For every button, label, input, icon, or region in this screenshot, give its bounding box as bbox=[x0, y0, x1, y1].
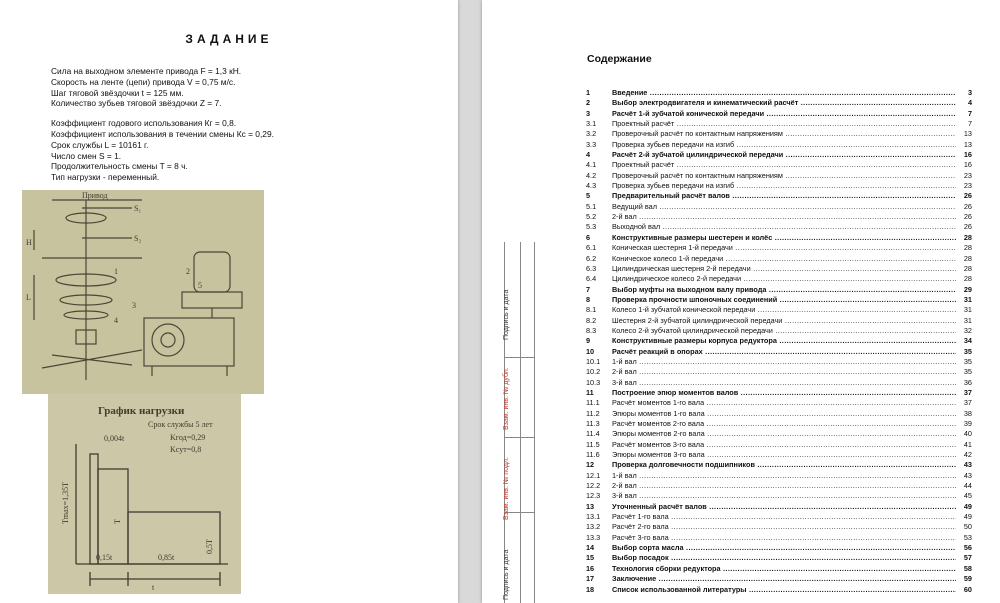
toc-number: 6.2 bbox=[586, 253, 597, 263]
toc-row bbox=[586, 98, 972, 108]
toc-page-number: 60 bbox=[963, 584, 972, 594]
toc-entry-text: Шестерня 2-й зубчатой цилиндрической передачи ..... bbox=[612, 316, 956, 326]
toc-row bbox=[586, 409, 972, 419]
toc-page-number: 26 bbox=[963, 201, 972, 211]
toc-number: 12 bbox=[586, 460, 595, 470]
toc-number: 12.1 bbox=[586, 470, 601, 480]
scheme-label-drive: Привод bbox=[82, 191, 108, 200]
toc-entry-text: 1-й вал ..... bbox=[612, 471, 956, 481]
toc-entry-text: 2-й вал ..... bbox=[612, 367, 956, 377]
toc-number: 4.3 bbox=[586, 181, 597, 191]
toc-row bbox=[586, 212, 972, 222]
scheme-label-s2: S₂ bbox=[134, 234, 142, 243]
toc-number: 18 bbox=[586, 584, 595, 594]
toc-number: 4.2 bbox=[586, 170, 597, 180]
scheme-label-2: 2 bbox=[186, 267, 190, 276]
toc-number: 17 bbox=[586, 574, 595, 584]
toc-row bbox=[586, 553, 972, 563]
toc-number: 7 bbox=[586, 284, 591, 294]
toc-page-number: 7 bbox=[967, 108, 972, 118]
toc-page-number: 53 bbox=[963, 532, 972, 542]
toc-number: 1 bbox=[586, 88, 591, 97]
toc-number: 3.3 bbox=[586, 139, 597, 149]
toc-entry-text: Проектный расчёт ..... bbox=[612, 119, 956, 129]
task-line: Срок службы L = 10161 г. bbox=[51, 139, 149, 150]
side-stamp-label: Взам. инв. № дубл. bbox=[503, 367, 510, 430]
toc-number: 11.5 bbox=[586, 439, 600, 449]
toc-number: 8.2 bbox=[586, 315, 597, 325]
toc-row bbox=[586, 88, 972, 98]
toc-page-number: 41 bbox=[963, 439, 972, 449]
toc-entry-text: Заключение ..... bbox=[612, 574, 956, 584]
toc-entry-text: Выбор сорта масла ..... bbox=[612, 543, 956, 553]
toc-row bbox=[586, 429, 972, 439]
toc-page-number: 13 bbox=[963, 139, 972, 149]
toc-entry-text: Коническая шестерня 1-й передачи ..... bbox=[612, 243, 956, 253]
toc-row bbox=[586, 274, 972, 284]
toc-number: 11.3 bbox=[586, 419, 600, 428]
toc-entry-text: Коническое колесо 1-й передачи ..... bbox=[612, 254, 956, 264]
side-stamp-label: Взам. инв. № подл. bbox=[503, 457, 510, 520]
toc-entry-text: Эпюры моментов 3-го вала ..... bbox=[612, 450, 956, 460]
toc-page-number: 37 bbox=[963, 387, 972, 397]
toc-row bbox=[586, 564, 972, 574]
toc-row bbox=[586, 481, 972, 491]
toc-entry-text: Конструктивные размеры корпуса редуктора ..... bbox=[612, 336, 956, 346]
toc-entry-text: Уточненный расчёт валов ..... bbox=[612, 502, 956, 512]
graph-t-max: Tmax=1,35T bbox=[61, 481, 70, 524]
toc-row bbox=[586, 460, 972, 470]
side-stamp-column bbox=[519, 242, 535, 603]
toc-number: 13.2 bbox=[586, 522, 601, 532]
toc-page-number: 59 bbox=[963, 574, 972, 584]
toc-row bbox=[586, 254, 972, 264]
toc-page-number: 44 bbox=[963, 481, 972, 491]
toc-page-number: 40 bbox=[963, 429, 972, 439]
toc-page-number: 7 bbox=[967, 119, 972, 129]
task-line: Число смен S = 1. bbox=[51, 150, 122, 161]
toc-entry-text: Проверка прочности шпоночных соединений ..... bbox=[612, 295, 956, 305]
toc-row bbox=[586, 181, 972, 191]
toc-number: 11 bbox=[586, 387, 594, 397]
graph-x2: 0,85t bbox=[158, 553, 175, 562]
toc-entry-text: Введение ..... bbox=[612, 88, 956, 98]
toc-row bbox=[586, 191, 972, 201]
toc-entry-text: Конструктивные размеры шестерен и колёс ..... bbox=[612, 233, 956, 243]
toc-entry-text: Цилиндрическое колесо 2-й передачи ..... bbox=[612, 274, 956, 284]
toc-row bbox=[586, 512, 972, 522]
toc-entry-text: Проверочный расчёт по контактным напряжениям ..... bbox=[612, 129, 956, 139]
toc-page-number: 56 bbox=[963, 543, 972, 553]
toc-page-number: 29 bbox=[963, 284, 972, 294]
task-line: Коэффициент годового использования Кг = 0,8. bbox=[51, 118, 237, 129]
toc-page-number: 36 bbox=[963, 377, 972, 387]
scheme-label-4: 4 bbox=[114, 316, 118, 325]
toc-row bbox=[586, 160, 972, 170]
toc-page-number: 26 bbox=[963, 212, 972, 222]
toc-entry-text: Расчёт 3-го вала ..... bbox=[612, 533, 956, 543]
toc-page-number: 28 bbox=[963, 274, 972, 284]
toc-entry-text: Расчёт 1-го вала ..... bbox=[612, 512, 956, 522]
toc-page-number: 35 bbox=[963, 346, 972, 356]
toc-number: 11.6 bbox=[586, 450, 600, 460]
toc-row bbox=[586, 378, 972, 388]
toc-row bbox=[586, 471, 972, 481]
toc-row bbox=[586, 150, 972, 160]
toc-row bbox=[586, 574, 972, 584]
toc-row bbox=[586, 491, 972, 501]
toc-entry-text: Выбор посадок ..... bbox=[612, 553, 956, 563]
task-parameters bbox=[51, 66, 274, 183]
toc-row bbox=[586, 585, 972, 595]
table-of-contents bbox=[586, 88, 972, 595]
side-stamp-label: Подпись и дата bbox=[503, 549, 510, 600]
toc-number: 8.1 bbox=[586, 305, 597, 315]
toc-entry-text: Эпюры моментов 1-го вала ..... bbox=[612, 409, 956, 419]
scheme-label-l: L bbox=[26, 293, 31, 302]
side-stamp-label: Подпись и дата bbox=[503, 289, 510, 340]
task-line: Скорость на ленте (цепи) привода V = 0,75 м/с. bbox=[51, 76, 236, 87]
toc-row bbox=[586, 316, 972, 326]
toc-page-number: 3 bbox=[967, 88, 972, 97]
toc-entry-text: Эпюры моментов 2-го вала ..... bbox=[612, 429, 956, 439]
scheme-label-1: 1 bbox=[114, 267, 118, 276]
toc-entry-text: Предварительный расчёт валов ..... bbox=[612, 191, 956, 201]
toc-page-number: 50 bbox=[963, 522, 972, 532]
toc-row bbox=[586, 347, 972, 357]
toc-page-number: 35 bbox=[963, 356, 972, 366]
toc-number: 10.1 bbox=[586, 356, 601, 366]
task-line: Шаг тяговой звёздочки t = 125 мм. bbox=[51, 87, 184, 98]
toc-row bbox=[586, 398, 972, 408]
toc-row bbox=[586, 109, 972, 119]
toc-entry-text: Технология сборки редуктора ..... bbox=[612, 564, 956, 574]
graph-title: График нагрузки bbox=[98, 405, 185, 417]
toc-row bbox=[586, 222, 972, 232]
toc-number: 6.3 bbox=[586, 263, 597, 273]
toc-entry-text: 1-й вал ..... bbox=[612, 357, 956, 367]
scheme-label-s1: S₁ bbox=[134, 204, 142, 213]
toc-row bbox=[586, 357, 972, 367]
toc-entry-text: Цилиндрическая шестерня 2-й передачи ..... bbox=[612, 264, 956, 274]
toc-row bbox=[586, 388, 972, 398]
toc-number: 14 bbox=[586, 543, 595, 553]
toc-page-number: 13 bbox=[963, 129, 972, 139]
toc-page-number: 49 bbox=[963, 512, 972, 522]
contents-page bbox=[482, 0, 1000, 603]
toc-entry-text: Расчёт моментов 2-го вала ..... bbox=[612, 419, 956, 429]
scheme-label-h: H bbox=[26, 238, 32, 247]
toc-page-number: 34 bbox=[963, 336, 972, 346]
toc-page-number: 16 bbox=[963, 150, 972, 160]
toc-row bbox=[586, 243, 972, 253]
toc-number: 10 bbox=[586, 346, 595, 356]
toc-row bbox=[586, 336, 972, 346]
task-line: Количество зубьев тяговой звёздочки Z = 7. bbox=[51, 98, 222, 109]
toc-entry-text: Колесо 2-й зубчатой цилиндрической передачи ..... bbox=[612, 326, 956, 336]
toc-entry-text: Выходной вал ..... bbox=[612, 222, 956, 232]
toc-number: 10.2 bbox=[586, 367, 601, 377]
toc-number: 13.1 bbox=[586, 512, 601, 522]
toc-number: 15 bbox=[586, 553, 595, 563]
toc-row bbox=[586, 119, 972, 129]
task-title: ЗАДАНИЕ bbox=[185, 32, 273, 46]
load-graph-image bbox=[48, 394, 241, 594]
toc-entry-text: Расчёт 1-й зубчатой конической передачи ..... bbox=[612, 109, 956, 119]
toc-row bbox=[586, 129, 972, 139]
toc-page-number: 35 bbox=[963, 367, 972, 377]
toc-entry-text: Расчёт моментов 1-го вала ..... bbox=[612, 398, 956, 408]
toc-page-number: 57 bbox=[963, 553, 972, 563]
toc-page-number: 39 bbox=[963, 419, 972, 428]
toc-entry-text: Проверка зубьев передачи на изгиб ..... bbox=[612, 181, 956, 191]
toc-entry-text: 2-й вал ..... bbox=[612, 212, 956, 222]
toc-entry-text: Выбор муфты на выходном валу привода ..... bbox=[612, 285, 956, 295]
toc-page-number: 58 bbox=[963, 563, 972, 573]
toc-number: 4.1 bbox=[586, 160, 597, 170]
task-line: Коэффициент использования в течении смены Кс = 0,29. bbox=[51, 128, 274, 139]
toc-page-number: 23 bbox=[963, 170, 972, 180]
toc-row bbox=[586, 367, 972, 377]
toc-entry-text: Ведущий вал ..... bbox=[612, 202, 956, 212]
toc-entry-text: Проверка долговечности подшипников ..... bbox=[612, 460, 956, 470]
toc-entry-text: Проверка зубьев передачи на изгиб ..... bbox=[612, 140, 956, 150]
toc-entry-text: 2-й вал ..... bbox=[612, 481, 956, 491]
task-line: Продолжительность смены T = 8 ч. bbox=[51, 161, 188, 172]
toc-page-number: 23 bbox=[963, 181, 972, 191]
toc-page-number: 28 bbox=[963, 253, 972, 263]
toc-number: 4 bbox=[586, 150, 591, 160]
toc-entry-text: Проектный расчёт ..... bbox=[612, 160, 956, 170]
toc-number: 5.2 bbox=[586, 212, 597, 222]
toc-page-number: 43 bbox=[963, 470, 972, 480]
toc-row bbox=[586, 305, 972, 315]
toc-entry-text: 3-й вал ..... bbox=[612, 378, 956, 388]
toc-row bbox=[586, 440, 972, 450]
toc-number: 13.3 bbox=[586, 532, 601, 542]
graph-subtitle: Срок службы 5 лет bbox=[148, 420, 213, 429]
toc-row bbox=[586, 326, 972, 336]
scheme-label-3: 3 bbox=[132, 301, 136, 310]
toc-entry-text: Расчёт 2-й зубчатой цилиндрической передачи ..... bbox=[612, 150, 956, 160]
graph-x-total: t bbox=[152, 583, 155, 592]
toc-page-number: 31 bbox=[963, 315, 972, 325]
toc-number: 3.2 bbox=[586, 129, 597, 139]
toc-row bbox=[586, 522, 972, 532]
toc-number: 5 bbox=[586, 191, 591, 201]
toc-number: 2 bbox=[586, 98, 591, 108]
toc-entry-text: Список использованной литературы ..... bbox=[612, 585, 956, 595]
toc-number: 16 bbox=[586, 563, 595, 573]
toc-entry-text: Колесо 1-й зубчатой конической передачи ..... bbox=[612, 305, 956, 315]
toc-number: 13 bbox=[586, 501, 595, 511]
toc-page-number: 37 bbox=[963, 398, 972, 408]
toc-page-number: 42 bbox=[963, 450, 972, 460]
toc-number: 6 bbox=[586, 232, 591, 242]
toc-row bbox=[586, 533, 972, 543]
toc-number: 9 bbox=[586, 336, 591, 346]
task-page bbox=[0, 0, 458, 603]
toc-page-number: 49 bbox=[963, 501, 972, 511]
toc-page-number: 32 bbox=[963, 325, 972, 335]
scheme-label-5: 5 bbox=[198, 281, 202, 290]
toc-number: 3.1 bbox=[586, 119, 597, 129]
toc-page-number: 43 bbox=[963, 460, 972, 470]
graph-t-half: 0,5T bbox=[205, 539, 214, 554]
toc-row bbox=[586, 264, 972, 274]
toc-page-number: 28 bbox=[963, 232, 972, 242]
toc-entry-text: 3-й вал ..... bbox=[612, 491, 956, 501]
toc-page-number: 26 bbox=[963, 222, 972, 232]
toc-page-number: 38 bbox=[963, 408, 972, 418]
toc-number: 8 bbox=[586, 294, 591, 304]
task-line: Тип нагрузки - переменный. bbox=[51, 172, 160, 183]
toc-row bbox=[586, 202, 972, 212]
toc-entry-text: Выбор электродвигателя и кинематический расчёт ..... bbox=[612, 98, 956, 108]
task-line: Сила на выходном элементе привода F = 1,3 кН. bbox=[51, 66, 242, 76]
toc-page-number: 31 bbox=[963, 305, 972, 315]
toc-number: 8.3 bbox=[586, 325, 597, 335]
toc-number: 12.2 bbox=[586, 481, 601, 491]
toc-page-number: 26 bbox=[963, 191, 972, 201]
toc-entry-text: Расчёт моментов 3-го вала ..... bbox=[612, 440, 956, 450]
toc-page-number: 28 bbox=[963, 263, 972, 273]
graph-t-label: T bbox=[113, 519, 122, 524]
contents-title: Содержание bbox=[587, 53, 652, 65]
toc-row bbox=[586, 295, 972, 305]
toc-page-number: 16 bbox=[963, 160, 972, 170]
toc-row bbox=[586, 450, 972, 460]
toc-row bbox=[586, 502, 972, 512]
toc-number: 11.1 bbox=[586, 398, 600, 408]
graph-x1: 0,15t bbox=[96, 553, 113, 562]
toc-entry-text: Расчёт реакций в опорах ..... bbox=[612, 347, 956, 357]
graph-peak-label: 0,004t bbox=[104, 434, 125, 443]
toc-number: 10.3 bbox=[586, 377, 601, 387]
toc-page-number: 31 bbox=[963, 294, 972, 304]
toc-number: 11.4 bbox=[586, 429, 600, 439]
toc-number: 12.3 bbox=[586, 491, 601, 501]
toc-page-number: 28 bbox=[963, 243, 972, 253]
toc-number: 3 bbox=[586, 108, 591, 118]
toc-number: 6.4 bbox=[586, 274, 597, 284]
toc-number: 6.1 bbox=[586, 243, 597, 253]
toc-row bbox=[586, 285, 972, 295]
graph-k-sut: Kсут=0,8 bbox=[170, 445, 202, 454]
toc-page-number: 4 bbox=[967, 98, 972, 108]
toc-number: 11.2 bbox=[586, 408, 600, 418]
toc-row bbox=[586, 140, 972, 150]
toc-entry-text: Расчёт 2-го вала ..... bbox=[612, 522, 956, 532]
toc-entry-text: Построение эпюр моментов валов ..... bbox=[612, 388, 956, 398]
toc-row bbox=[586, 233, 972, 243]
drive-scheme-image bbox=[22, 190, 264, 394]
toc-entry-text: Проверочный расчёт по контактным напряжениям ..... bbox=[612, 171, 956, 181]
toc-row bbox=[586, 171, 972, 181]
toc-row bbox=[586, 419, 972, 429]
toc-row bbox=[586, 543, 972, 553]
graph-k-god: Kгод=0,29 bbox=[170, 433, 206, 442]
toc-page-number: 45 bbox=[963, 491, 972, 501]
toc-number: 5.3 bbox=[586, 222, 597, 232]
toc-number: 5.1 bbox=[586, 201, 597, 211]
